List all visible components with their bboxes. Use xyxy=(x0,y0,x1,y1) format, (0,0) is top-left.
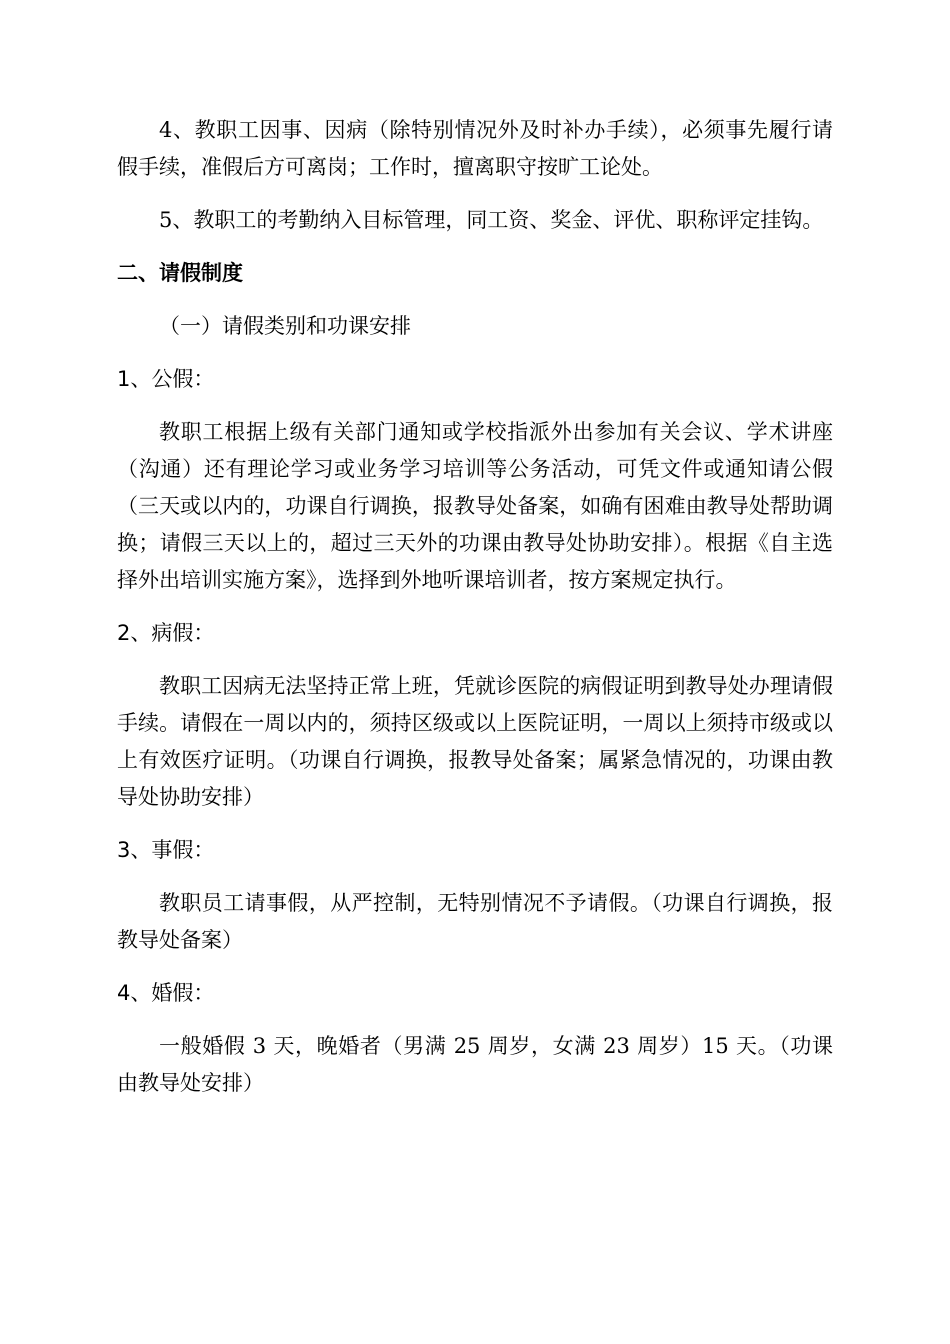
item-label-public-leave: 1、公假： xyxy=(117,367,215,391)
section-heading-leave-system: 二、请假制度 xyxy=(117,261,243,285)
item-text-marriage-leave: 一般婚假 3 天，晚婚者（男满 25 周岁，女满 23 周岁）15 天。（功课由教导处安排） xyxy=(117,1034,833,1095)
item-label-sick-leave: 2、病假： xyxy=(117,621,215,645)
item-label-personal-leave: 3、事假： xyxy=(117,838,215,862)
subsection-heading-leave-types: （一）请假类别和功课安排 xyxy=(159,314,411,338)
item-text-sick-leave: 教职工因病无法坚持正常上班，凭就诊医院的病假证明到教导处办理请假手续。请假在一周以内的，须持区级或以上医院证明，一周以上须持市级或以上有效医疗证明。（功课自行调换，报教导处备案；属紧急情况的，功课由教导处协助安排） xyxy=(117,674,833,809)
paragraph-attendance-leave-procedure: 4、教职工因事、因病（除特别情况外及时补办手续），必须事先履行请假手续，准假后方可离岗；工作时，擅离职守按旷工论处。 xyxy=(117,118,833,179)
paragraph-attendance-target-management: 5、教职工的考勤纳入目标管理，同工资、奖金、评优、职称评定挂钩。 xyxy=(159,208,824,232)
document-page xyxy=(117,112,833,1102)
item-text-personal-leave: 教职员工请事假，从严控制，无特别情况不予请假。（功课自行调换，报教导处备案） xyxy=(117,891,833,952)
item-label-marriage-leave: 4、婚假： xyxy=(117,981,215,1005)
item-text-public-leave: 教职工根据上级有关部门通知或学校指派外出参加有关会议、学术讲座（沟通）还有理论学习或业务学习培训等公务活动，可凭文件或通知请公假（三天或以内的，功课自行调换，报教导处备案，如确有困难由教导处帮助调换；请假三天以上的，超过三天外的功课由教导处协助安排）。根据《自主选择外出培训实施方案》，选择到外地听课培训者，按方案规定执行。 xyxy=(117,420,833,592)
